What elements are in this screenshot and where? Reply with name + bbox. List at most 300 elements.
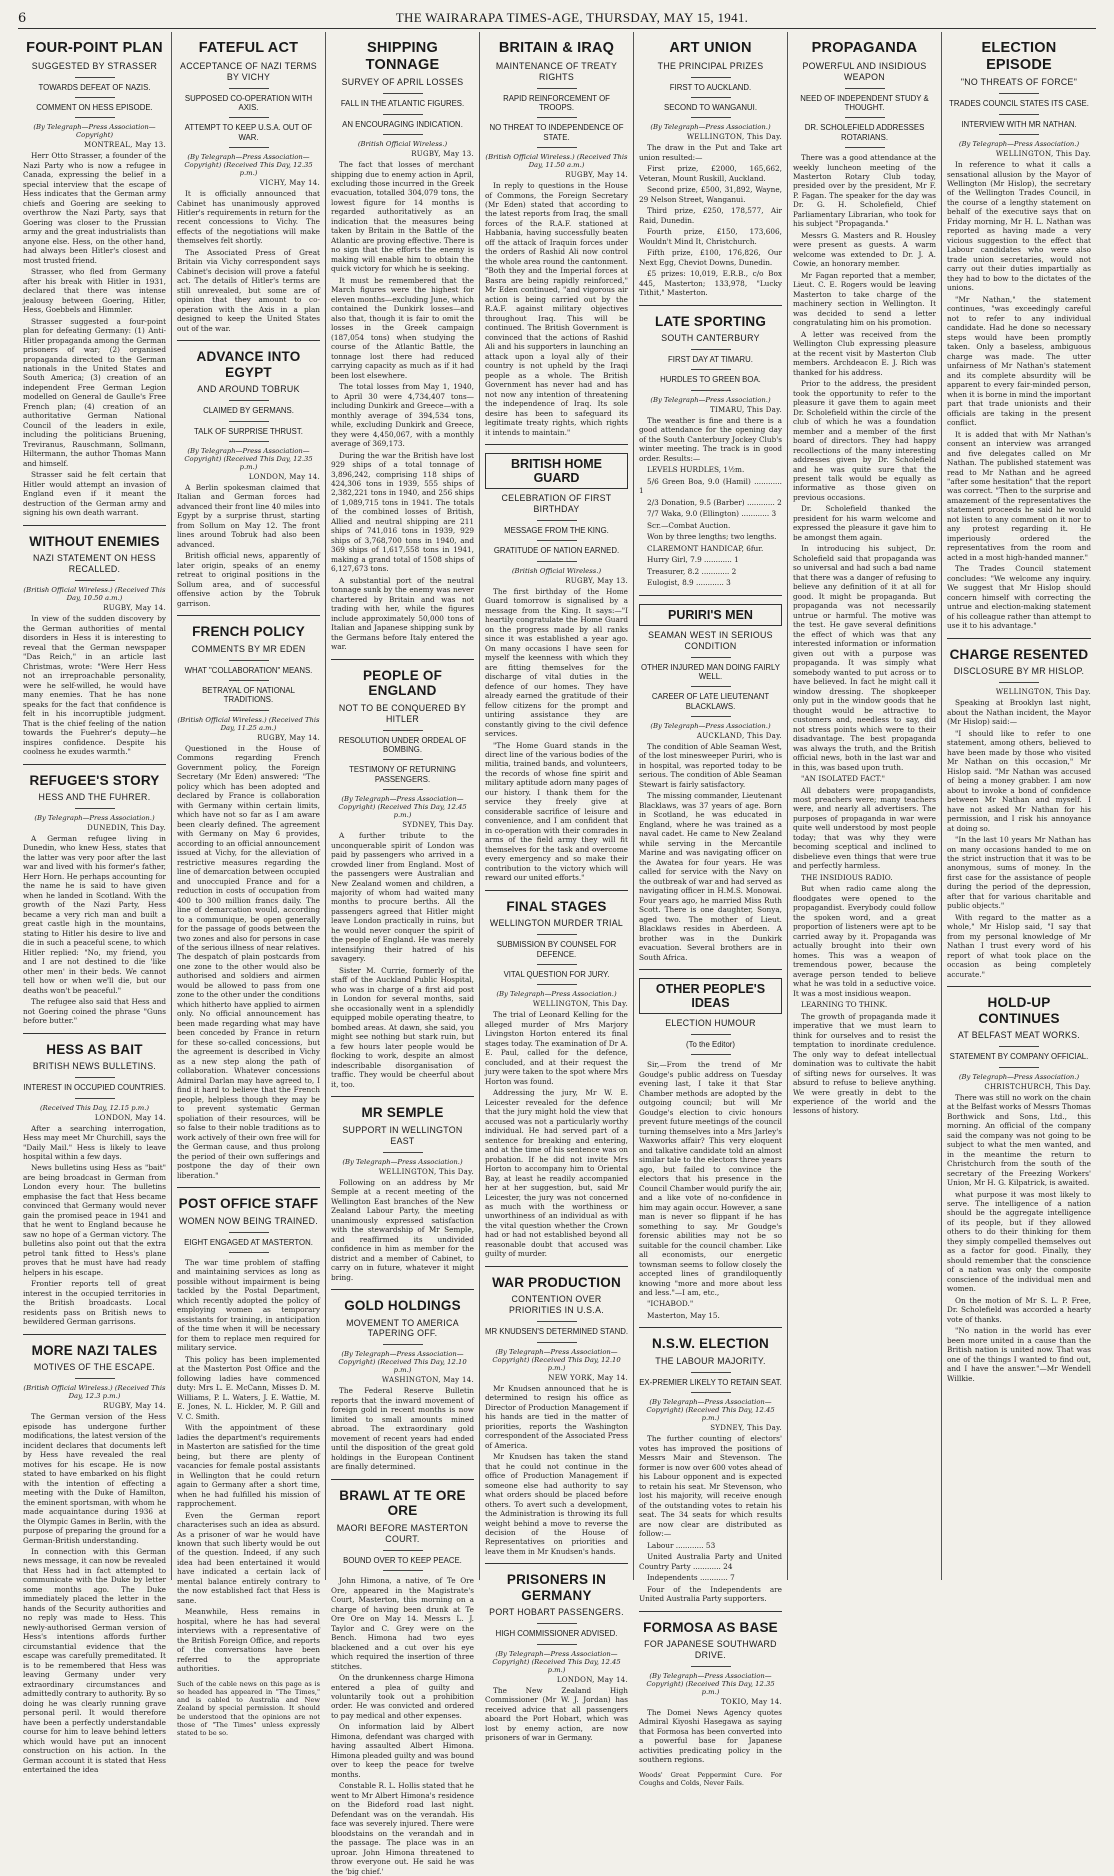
body-paragraph: "Mr Nathan," the statement continues, "was exceedingly careful not to refer to any individual candidate. Had he done so necessary steps would have been promptly taken. Only a baseless, ambiguous charge was made. The utter unfairness of Mr Nathan's statement and its complete absurdity will be apparent to every fair-minded person, when it is borne in mind the important part that trade unionists and their officials are taking in the present conflict. <box>947 294 1091 428</box>
body-paragraph: In connection with this German news message, it can now be revealed that Hess had in fact attempted to communicate with the Duke by letter some months ago. The Duke immediately placed the letter in the hands of the Security authorities and no reply was made to Hess. This newly-authorised German version of Hess's intentions affords further circumstantial evidence that the escape was carefully premeditated. It is to be remembered that Hess was leaving Germany under very extraordinary circumstances and admittedly contrary to authority. By so doing he was clearly running grave personal peril. It would therefore have been a perfectly understandable course for him to leave behind letters which would have put an innocent construction on his action. In the German account it is stated that Hess entertained the idea <box>23 1546 166 1775</box>
body-paragraph: LEARNING TO THINK. <box>801 1000 888 1010</box>
article <box>793 40 936 1116</box>
short-rule <box>537 561 577 562</box>
dateline: RUGBY, May 14. <box>565 171 628 180</box>
article <box>23 1334 166 1775</box>
dateline: SYDNEY, This Day. <box>402 821 474 830</box>
subheadline: TALK OF SURPRISE THRUST. <box>194 426 303 436</box>
body-paragraph: After a searching interrogation, Hess may meet Mr Churchill, says the "Daily Mail." Hess is likely to leave hospital within a few days. <box>23 1123 166 1161</box>
subheadline: TESTIMONY OF RETURNING PASSENGERS. <box>349 765 456 784</box>
dateline: AUCKLAND, This Day. <box>696 731 782 740</box>
short-rule <box>229 441 269 442</box>
body-paragraph: "AN ISOLATED FACT." <box>801 774 886 784</box>
body-paragraph: The Federal Reserve Bulletin reports that the inward movement of foreign gold in recent months is now limited to small amounts mined abroad. The extraordinary gold movement of recent years had ended until the disposition of the great gold holdings in the European Continent are finally determined. <box>331 1386 474 1472</box>
short-rule <box>691 390 731 391</box>
article <box>639 1327 782 1603</box>
subheadline: PORT HOBART PASSENGERS. <box>489 1607 624 1618</box>
credit-line: (By Telegraph—Press Association.) <box>958 1072 1080 1081</box>
body-paragraph: Hurry Girl, 7.9 ............ 1 <box>647 555 739 565</box>
body-paragraph: Fourth prize, £150, 173,606, Wouldn't Mind It, Christchurch. <box>639 227 782 246</box>
body-paragraph: British official news, apparently of later origin, speaks of an enemy retreat to original positions in the Sollum area, and of successful offensive action by the Tobruk garrison. <box>177 551 320 608</box>
body-paragraph: Dr. Scholefield thanked the president for his warm welcome and expressed the pleasure it gave him to be amongst them again. <box>793 504 936 542</box>
subheadline: DR. SCHOLEFIELD ADDRESSES ROTARIANS. <box>804 123 925 142</box>
article <box>485 1266 628 1557</box>
dateline: LONDON, May 14. <box>248 472 320 481</box>
article <box>23 40 166 518</box>
short-rule <box>537 1623 577 1624</box>
body-paragraph: Scr.—Combat Auction. <box>647 520 731 530</box>
body-paragraph: A German refugee living in Dunedin, who knew Hess, states that the latter was very poor after the last war and lived with his former's father, Herr Horn. He perhaps accounting for the name he is said to have given when he landed in Scotland. With the growth of the Nazi Party, Hess became a very rich man and built a great castle high in the mountains, stating to Hitler his desire to live and die in such a peaceful scene, to which Hitler replied: "No, my friend, you and I are not destined to die 'like other men' in their beds. We cannot tell how or when we'll die, but our deaths won't be peaceful." <box>23 834 166 995</box>
dateline: WELLINGTON, This Day. <box>995 688 1091 697</box>
dateline: RUGBY, May 13. <box>411 150 474 159</box>
article-divider <box>23 525 166 526</box>
dateline: WELLINGTON, This Day. <box>995 150 1091 159</box>
subheadline: OTHER INJURED MAN DOING FAIRLY WELL. <box>641 662 780 681</box>
headline: PEOPLE OF ENGLAND <box>362 667 443 699</box>
short-rule <box>999 134 1039 135</box>
subheadline: BOUND OVER TO KEEP PEACE. <box>343 1555 462 1565</box>
column-7 <box>942 32 1096 1580</box>
short-rule <box>383 134 423 135</box>
short-rule <box>537 540 577 541</box>
dateline: WASHINGTON, May 14. <box>381 1376 474 1385</box>
article <box>177 615 320 1180</box>
subheadline: AND AROUND TOBRUK <box>197 384 300 395</box>
short-rule <box>691 349 731 350</box>
article-divider <box>23 1033 166 1034</box>
subheadline: SOUTH CANTERBURY <box>661 333 760 344</box>
short-rule <box>845 88 885 89</box>
subheadline: FIRST TO AUCKLAND. <box>669 82 752 92</box>
article-divider <box>331 1096 474 1097</box>
body-paragraph: A substantial port of the neutral tonnage sunk by the enemy was never chartered by Britain and was not trading with her, while the figures include approximately 50,000 tons of Italian and Japanese shipping sunk by the Germans before Italy entered the war. <box>331 575 474 652</box>
subheadline: (To the Editor) <box>686 1040 735 1050</box>
subheadline: NOT TO BE CONQUERED BY HITLER <box>338 702 467 724</box>
body-paragraph: THE INSIDIOUS RADIO. <box>801 872 893 882</box>
subheadline: SUPPORT IN WELLINGTON EAST <box>342 1124 463 1146</box>
short-rule <box>75 1077 115 1078</box>
subheadline: "NO THREATS OF FORCE" <box>960 77 1078 88</box>
body-paragraph: On the motion of Mr S. L. P. Free, Dr. Scholefield was accorded a hearty vote of thanks. <box>947 1295 1091 1324</box>
body-paragraph: Strasser suggested a four-point plan for defeating Germany: (1) Anti-Hitler propaganda among the German prisoners of war; (2) organised propaganda directed to the German nationals in the United States and South America; (3) creation of an independent Free German Legion modelled on General de Gaulle's Free French plan; (4) creation of an authoritative German National Council of the leaders in exile, including the politicians Bruening, Treviranus, Rauschmann, Sollmann, Hiltermann, the author Thomas Mann and himself. <box>23 316 166 468</box>
body-paragraph: "In the last 10 years Mr Nathan has on many occasions handed to me on the strict instruction that it was to be anonymous, sums of money. In the first case for the assistance of people during the period of the depression, after that for various charitable and public objects." <box>947 835 1091 911</box>
short-rule <box>691 369 731 370</box>
body-paragraph: But when radio came along the floodgates were opened to the propagandist. Everybody could follow the spoken word, and a great proportion of listeners were apt to be carried away by it. Propaganda was actually brought into their own homes. This was a weapon of tremendous power, because the average person tended to believe what he was told in a seductive voice. It was a most insidious weapon. <box>793 884 936 998</box>
subheadline: TOWARDS DEFEAT OF NAZIS. <box>38 82 151 92</box>
headline: FINAL STAGES <box>506 898 607 914</box>
headline: MR SEMPLE <box>361 1105 444 1121</box>
article <box>639 595 782 962</box>
body-paragraph: CLAREMONT HANDICAP, 6fur. <box>647 543 764 553</box>
body-paragraph: Strasser said he felt certain that Hitler would attempt an invasion of England even if it meant the destruction of the German army and signing his own death warrant. <box>23 470 166 518</box>
body-paragraph: With regard to the matter as a whole," Mr Hislop said, "I say that from my personal knowledge of Mr Nathan I trust every word of his report of what took place on the occasion as being completely accurate." <box>947 912 1091 979</box>
subheadline: DISCLOSURE BY MR HISLOP. <box>953 666 1085 677</box>
credit-line: (By Telegraph—Press Association.) <box>650 721 771 730</box>
subheadline: WELLINGTON MURDER TRIAL <box>489 918 624 929</box>
credit-line: (Received This Day, 12.15 p.m.) <box>39 1103 150 1112</box>
short-rule <box>999 93 1039 94</box>
headline: ELECTION EPISODE <box>981 40 1057 73</box>
page-number: 6 <box>18 10 27 26</box>
credit-line: (By Telegraph—Press Association—Copyright) (Received This Day, 12.35 p.m.) <box>184 446 313 471</box>
article <box>331 40 474 652</box>
credit-line: (By Telegraph—Press Association.) <box>650 123 771 132</box>
body-paragraph: Treasurer, 8.2 ............ 2 <box>647 566 737 576</box>
short-rule <box>691 657 731 658</box>
subheadline: ACCEPTANCE OF NAZI TERMS BY VICHY <box>180 60 317 82</box>
body-paragraph: Meanwhile, Hess remains in hospital, where he has had several interviews with a representative of the British Foreign Office, and reports of the conversations have been referred to the appropriate authorities. <box>177 1607 320 1674</box>
body-paragraph: The fact that losses of merchant shipping due to enemy action in April, excluding those incurred in the Greek evacuation, totalled 304,079 tons, the lowest figure for 14 months is regarded authoritatively as an indication that the measures being taken by Britain in the Battle of the Atlantic are proving effective. There is no sign that the efforts the enemy is making will enable him to obtain the quick victory for which he is seeking. <box>331 160 474 274</box>
dateline: TIMARU, This Day. <box>709 405 782 414</box>
subheadline: WHAT "COLLABORATION" MEANS. <box>184 665 313 675</box>
body-paragraph: "ICHABOD." <box>647 1299 694 1309</box>
credit-line: (By Telegraph—Press Association.) <box>342 1157 463 1166</box>
subheadline: ATTEMPT TO KEEP U.S.A. OUT OF WAR. <box>184 123 313 142</box>
body-paragraph: Following on an address by Mr Semple at a recent meeting of the Wellington East branches of the New Zealand Labour Party, the meeting unanimously expressed satisfaction with the stewardship of Mr Semple, and reaffirmed its undivided confidence in him as member for the district and a member of Cabinet, to carry on in future, whatever it might bring. <box>331 1177 474 1282</box>
body-paragraph: Sir,—From the trend of Mr Goudge's public address on Tuesday evening last, I take it that Star Chamber methods are adopted by the outgoing council; but will Mr Goudge's election to civic honours prevent future meetings of the council turning themselves into a Mrs Jarley's Waxworks affair? This very eloquent and talkative candidate told an almost similar tale to the electors three years ago, but failed to convince the electors that his presence in the Council Chamber would purify the air, and a like vote of no-confidence in him may again occur. However, a sane man is never so flippant if he has something to say. Mr Goudge's forensic abilities may not be so suitable for the council chamber. Like all economists, our energetic townsman seems to follow closely the accepted lines of grandiloquently knowing "more and more about less and less."—I am, etc., <box>639 1060 782 1297</box>
body-paragraph: The first birthday of the Home Guard tomorrow is signalised by a message from the King. It says:—"I heartily congratulate the Home Guard on the progress made by all ranks since it was established a year ago. On many occasions I have seen for myself the keenness with which they are fitting themselves for the discharge of vital duties in the defence of our homes. They have already earned the gratitude of their fellow citizens for the prompt and untiring assistance they are constantly giving to the civil defence services. <box>485 586 628 739</box>
subheadline: MAINTENANCE OF TREATY RIGHTS <box>495 60 618 82</box>
short-rule <box>691 1054 731 1055</box>
body-paragraph: The Domei News Agency quotes Admiral Kiyoshi Hasegawa as saying that Formosa has been converted into a powerful base for Japanese activities predicating policy in the southern regions. <box>639 1708 782 1765</box>
body-paragraph: In introducing his subject, Dr. Scholefield said that propaganda was so universal and had such a bad name that there was a danger of refusing to believe any definition of it at all for good. It might be propaganda. But propaganda was not necessarily untrue or harmful. The motive was the test. He gave several definitions the effect of which was that any interested information or information given out with a purpose was propaganda. It was simply what somebody wanted to put across or to have believed. In fact he might call it window dressing. The shopkeeper only put in the window goods that he thought would be attractive to customers and, needless to say, did not stress points which were to their disadvantage. The best propaganda was always the truth, and the British official news, both in the last war and in this, was based upon truth. <box>793 544 936 772</box>
subheadline: HIGH COMMISSIONER ADVISED. <box>495 1629 618 1639</box>
body-paragraph: Prior to the address, the president took the opportunity to refer to the pleasure it gave them to again meet Dr. Scholefield within the circle of the club of which he was a foundation member and a member of the first board of directors. They had happy recollections of the many interesting addresses given by Dr. Scholefield and he was quite sure that the present talk would be equally as informative as those given on previous occasions. <box>793 379 936 502</box>
article-divider <box>639 595 782 596</box>
body-paragraph: There was a good attendance at the weekly luncheon meeting of the Masterton Rotary Club today, presided over by the president, Mr F. P. Fagan. The speaker for the day was Dr. G. H. Scholefield, Chief Parliamentary Librarian, who took for his subject "Propaganda." <box>793 153 936 229</box>
body-paragraph: All debaters were propagandists, most preachers were; many teachers were, and nearly all advertisers. The purposes of propaganda in war were quite well understood by most people today; that was why they were becoming sceptical and inclined to disbelieve even things that were true and perfectly harmless. <box>793 785 936 871</box>
dateline: WELLINGTON, This Day. <box>532 1000 628 1009</box>
article <box>177 40 320 333</box>
body-paragraph: United Australia Party and United Country Party ............ 24 <box>639 1552 782 1571</box>
short-rule <box>383 1344 423 1345</box>
dateline: RUGBY, May 13. <box>565 576 628 585</box>
subheadline: SUPPOSED CO-OPERATION WITH AXIS. <box>184 93 313 112</box>
short-rule <box>845 117 885 118</box>
short-rule <box>537 984 577 985</box>
dateline: DUNEDIN, This Day. <box>87 824 166 832</box>
subheadline: INTEREST IN OCCUPIED COUNTRIES. <box>23 1083 166 1093</box>
article <box>177 1187 320 1674</box>
subheadline: CONTENTION OVER PRIORITIES IN U.S.A. <box>509 1294 604 1316</box>
credit-line: (By Telegraph—Press Association.) <box>650 395 771 404</box>
article-divider <box>177 615 320 616</box>
short-rule <box>75 580 115 581</box>
article-divider <box>177 1187 320 1188</box>
short-rule <box>383 1550 423 1551</box>
short-rule <box>537 1342 577 1343</box>
short-rule <box>691 97 731 98</box>
article <box>177 340 320 608</box>
dateline: RUGBY, May 14. <box>257 733 320 742</box>
dateline: VICHY, May 14. <box>259 179 320 188</box>
body-paragraph: The New Zealand High Commissioner (Mr W. J. Jordan) has received advice that all passengers aboard the Port Hobart, which was lost by enemy action, are now prisoners of war in Germany. <box>485 1685 628 1743</box>
article <box>485 890 628 1259</box>
short-rule <box>75 1378 115 1379</box>
short-rule <box>537 1321 577 1322</box>
column-footer-note: Such of the cable news on this page as is so headed has appeared in "The Times," and is cabled to Australia and New Zealand by special permission. It should be understood that the opinions are not those of "The Times" unless expressly stated to be so. <box>177 1679 320 1738</box>
credit-line: (By Telegraph—Press Association—Copyright) (Received This Day, 12.45 p.m.) <box>646 1398 775 1423</box>
article <box>23 525 166 757</box>
article-divider <box>485 444 628 445</box>
dateline: TOKIO, May 14. <box>720 1698 782 1706</box>
short-rule <box>537 520 577 521</box>
subheadline: RESOLUTION UNDER ORDEAL OF BOMBING. <box>338 735 467 755</box>
subheadline: INTERVIEW WITH MR NATHAN. <box>961 119 1077 129</box>
body-paragraph: On the drunkenness charge Himona entered a plea of guilty and voluntarily took out a prohibition order. He was convicted and ordered to pay medical and other expenses. <box>331 1673 474 1720</box>
short-rule <box>383 93 423 94</box>
body-paragraph: The refugee also said that Hess and not Goering coined the phrase "Guns before butter." <box>23 997 166 1026</box>
article-divider <box>485 1563 628 1564</box>
column-5 <box>634 32 788 1788</box>
short-rule <box>691 1372 731 1373</box>
credit-line: (By Telegraph—Press Association.) <box>496 990 617 999</box>
dateline: NEW YORK, May 14. <box>548 1373 628 1382</box>
article <box>639 40 782 298</box>
body-paragraph: In reply to questions in the House of Commons, the Foreign Secretary (Mr Eden) stated that according to the latest reports from Iraq, the small forces of the R.A.F. stationed at Habbania, having successfully beaten off the attack of Iraquin forces under the orders of Rashid Ali now control the whole area round the cantonment. "Both they and the Imperial forces at Basra are being rapidly reinforced," Mr Eden continued, "and vigorous air action is being carried out by the R.A.F. against military objectives throughout Iraq. This will be continued. The British Government is convinced that the actions of Rashid Ali and his supporters in launching an attack upon a loyal ally of their country is not upheld by the Iraqi people as a whole. The British Government has never had and has not now any intention of threatening the independence of Iraq. Its sole desire has been to safeguard its legitimate treaty rights, which rights it intends to maintain." <box>485 181 628 437</box>
body-paragraph: £5 prizes: 10,019, E.R.B., c/o Box 445, Masterton; 133,978, "Lucky Tithit," Masterton. <box>639 269 782 298</box>
short-rule <box>537 934 577 935</box>
body-paragraph: 7/7 Waka, 9.0 (Ellington) ............ 3 <box>647 509 777 519</box>
column-2 <box>172 32 326 1738</box>
body-paragraph: The trial of Leonard Kelling for the alleged murder of Mrs Marjory Livingston Horton entered its final stages today. The examination of Dr A. E. Paul, called for the defence, concluded, and at their request the jury were taken to the spot where Mrs Horton was found. <box>485 1010 628 1086</box>
short-rule <box>383 1152 423 1153</box>
article <box>485 1563 628 1742</box>
subheadline: SUBMISSION BY COUNSEL FOR DEFENCE. <box>496 940 617 959</box>
subheadline: NEED OF INDEPENDENT STUDY & THOUGHT. <box>800 93 929 112</box>
dateline: RUGBY, May 14. <box>103 1402 166 1411</box>
credit-line: (British Official Wireless.) (Received This Day, 11.50 a.m.) <box>485 153 628 170</box>
body-paragraph: The condition of Able Seaman West, of the lost minesweeper Puriri, who is in hospital, was reported today to be serious. The condition of Able Seaman Stewart is fairly satisfactory. <box>639 741 782 789</box>
subheadline: COMMENTS BY MR EDEN <box>191 643 306 654</box>
headline: MORE NAZI TALES <box>31 1342 158 1358</box>
column-footer-note: Woods' Great Peppermint Cure. For Coughs and Colds, Never Fails. <box>639 1770 782 1788</box>
article <box>331 659 474 1089</box>
subheadline: NAZI STATEMENT ON HESS RECALLED. <box>33 553 156 575</box>
body-paragraph: A Berlin spokesman claimed that Italian and German forces had advanced their front line 40 miles into Egypt by a surprise thrust, starting from Sollum on May 12. The front lines around Tobruk had also been advanced. <box>177 482 320 549</box>
subheadline: GRATITUDE OF NATION EARNED. <box>493 546 620 556</box>
short-rule <box>383 730 423 731</box>
subheadline: TRADES COUNCIL STATES ITS CASE. <box>949 99 1089 109</box>
article <box>947 638 1091 980</box>
body-paragraph: "No nation in the world has ever been more united in a cause than the British nation is united now. That was one of the things I wanted to find out, and I have the answer."—Mr Wendell Willkie. <box>947 1326 1091 1383</box>
headline: FOUR-POINT PLAN <box>26 40 163 56</box>
body-paragraph: With the appointment of these ladies the department's requirements in Masterton are satisfied for the time being, but there are plenty of vacancies for female postal assistants in Wellington that he could return again to Germany after a short time, when he had fulfilled his mission of rapprochement. <box>177 1423 320 1509</box>
short-rule <box>999 1067 1039 1068</box>
subheadline: FALL IN THE ATLANTIC FIGURES. <box>340 99 465 109</box>
subheadline: SECOND TO WANGANUI. <box>664 103 757 112</box>
article-divider <box>639 1611 782 1612</box>
credit-line: (British Official Wireless.) <box>511 566 602 575</box>
article-divider <box>639 305 782 306</box>
subheadline: CAREER OF LATE LIEUTENANT BLACKLAWS. <box>651 692 770 711</box>
body-paragraph: First prize, £2000, 165,662, Veteran, Mount Ruskill, Auckland. <box>639 164 782 183</box>
body-paragraph: On information laid by Albert Himona, defendant was charged with having assaulted Albert Himona. Himona pleaded guilty and was bound over to keep the peace for twelve months. <box>331 1722 474 1779</box>
body-paragraph: Even the German report characterises such an idea as absurd. As a prisoner of war he would have known that such liberty would be out of the question. Indeed, if any such idea had been entertained it would have indicated a certain lack of mental balance entirely contrary to the now established fact that Hess is sane. <box>177 1510 320 1605</box>
subheadline: EIGHT ENGAGED AT MASTERTON. <box>184 1237 313 1247</box>
headline: SHIPPING TONNAGE <box>365 40 440 73</box>
article <box>331 1289 474 1472</box>
credit-line: (By Telegraph—Press Association—Copyright) (Received This Day, 12.45 p.m.) <box>492 1649 621 1674</box>
article-divider <box>331 1479 474 1480</box>
headline: PROPAGANDA <box>811 40 918 56</box>
subheadline: HURDLES TO GREEN BOA. <box>660 375 761 385</box>
headline: HOLD-UP CONTINUES <box>978 995 1060 1026</box>
article <box>639 1611 782 1765</box>
subheadline: MESSAGE FROM THE KING. <box>504 526 609 536</box>
masthead <box>18 8 1096 29</box>
headline: POST OFFICE STAFF <box>178 1196 319 1212</box>
subheadline: BRITISH NEWS BULLETINS. <box>32 1061 157 1072</box>
body-paragraph: what purpose it was most likely to serve. The intelligence of a nation should be the aggregate intelligence of its people, but if they allowed others to do their thinking for them they simply compelled themselves out as a factor for good. Finally, they should remember that the conscience of a nation was only the composite conscience of the individual men and women. <box>947 1189 1091 1294</box>
headline: ART UNION <box>669 40 752 56</box>
article <box>485 444 628 883</box>
subheadline: EX-PREMIER LIKELY TO RETAIN SEAT. <box>639 1377 782 1387</box>
credit-line: (By Telegraph—Press Association—Copyright) (Received This Day, 12.10 p.m.) <box>492 1347 621 1372</box>
short-rule <box>75 117 115 118</box>
body-paragraph: Constable R. L. Hollis stated that he went to Mr Albert Himona's residence on the Bideford road last night. Defendant was on the verandah. His face was severely injured. There were bloodstains on the verandah and in the passage. The place was in an uproar. John Himona threatened to throw everyone out. He said he was the 'big chief.' <box>331 1781 474 1876</box>
headline: LATE SPORTING <box>654 313 767 329</box>
article <box>331 1479 474 1876</box>
article-divider <box>639 1327 782 1328</box>
short-rule <box>383 1570 423 1571</box>
body-paragraph: 5/6 Green Boa, 9.0 (Hamil) ............ 1 <box>639 476 782 496</box>
headline: WITHOUT ENEMIES <box>29 533 160 549</box>
subheadline: NO THREAT TO INDEPENDENCE OF STATE. <box>489 123 624 142</box>
article-divider <box>331 659 474 660</box>
short-rule <box>229 88 269 89</box>
short-rule <box>383 114 423 115</box>
headline: PURIRI'S MEN <box>639 604 782 626</box>
body-paragraph: Independents ............ 7 <box>647 1573 735 1583</box>
short-rule <box>999 114 1039 115</box>
body-paragraph: Labour ............ 53 <box>647 1540 716 1550</box>
subheadline: COMMENT ON HESS EPISODE. <box>36 103 153 112</box>
dateline: WELLINGTON, This Day. <box>378 1167 474 1176</box>
body-paragraph: Mr Knudsen announced that he is determined to resign his office as Director of Production Management if his hands are tied in the matter of priorities, reports the Washington correspondent of the Associated Press of America. <box>485 1383 628 1450</box>
short-rule <box>229 147 269 148</box>
subheadline: WOMEN NOW BEING TRAINED. <box>179 1215 318 1226</box>
article-divider <box>947 986 1091 987</box>
headline: BRITAIN & IRAQ <box>498 40 615 56</box>
body-paragraph: In reference to what it calls a sensational allusion by the Mayor of Wellington (Mr Hislop), the secretary of the Wellington Trades Council, in the course of a lengthy statement on behalf of the executive says that on Friday morning, Mr H. L. Nathan was reported as having made a very vicious suggestion to the effect that Labour candidates who were also trade union secretaries, would not carry out their duties impartially as they had to bow to the dictates of the unions. <box>947 160 1091 293</box>
subheadline: MOTIVES OF THE ESCAPE. <box>33 1362 156 1373</box>
body-paragraph: The war time problem of staffing and maintaining services as long as possible without impairment is being tackled by the Postal Department, which recently adopted the policy of employing women as temporary assistants for training, in anticipation of the time when it will be necessary for them to replace men required for military service. <box>177 1257 320 1353</box>
body-paragraph: Frontier reports tell of great interest in the occupied territories in the British broadcasts. Local residents pass on British news to bewildered German garrisons. <box>23 1279 166 1327</box>
body-paragraph: "I should like to refer to one statement, among others, believed to have been made by those who visited Mr Nathan on this occasion," Mr Hislop said. "Mr Nathan was accused of being a money grabber. I am now about to invoke a bond of confidence between Mr Nathan and myself. I have not asked Mr Nathan for his permission, and I risk his annoyance at doing so. <box>947 728 1091 833</box>
headline: OTHER PEOPLE'S IDEAS <box>639 978 782 1014</box>
short-rule <box>75 1098 115 1099</box>
short-rule <box>691 1034 731 1035</box>
body-paragraph: There was still no work on the chain at the Belfast works of Messrs Thomas Borthwick and Sons, Ltd., this morning. An official of the company said the company was not going to be subject to what the men wanted, and in the meantime the return to Christchurch from the south of the secretary of the Freezing Workers' Union, Mr H. G. Kilpatrick, is awaited. <box>947 1092 1091 1188</box>
subheadline: THE LABOUR MAJORITY. <box>655 1355 766 1366</box>
short-rule <box>691 117 731 118</box>
short-rule <box>229 400 269 401</box>
short-rule <box>537 88 577 89</box>
article-divider <box>947 638 1091 639</box>
body-paragraph: Third prize, £250, 178,577, Air Raid, Dunedin. <box>639 206 782 225</box>
credit-line: (By Telegraph—Press Association—Copyright) (Received This Day, 12.10 p.m.) <box>338 1350 467 1375</box>
article <box>639 969 782 1320</box>
credit-line: (British Official Wireless.) <box>357 140 448 149</box>
short-rule <box>691 1666 731 1667</box>
article <box>947 40 1091 631</box>
short-rule <box>75 808 115 809</box>
headline: FORMOSA AS BASE <box>643 1619 778 1635</box>
body-paragraph: During the war the British have lost 929 ships of a total tonnage of 3,896,242, comprising 118 ships of 424,306 tons in 1939, 555 ships of 2,382,221 tons in 1940, and 256 ships of 1,089,715 tons in 1941. The totals of the combined losses of British, Allied and neutral shipping are 211 ships of 741,016 tons in 1939, 929 ships of 3,768,700 tons in 1940, and 369 ships of 1,617,558 tons in 1941, making a grand total of 1508 ships of 6,127,673 tons. <box>331 450 474 574</box>
headline: ADVANCE INTO EGYPT <box>196 349 301 380</box>
body-paragraph: The weather is fine and there is a good attendance for the opening day of the South Canterbury Jockey Club's winter meeting. The track is in good order. Results:— <box>639 415 782 463</box>
body-paragraph: Herr Otto Strasser, a founder of the Nazi Party who is now a refugee in Canada, expressing the belief in a special interview that the escape of Hess indicates that the German army chiefs and Goering are seeking to overthrow the Nazi Party, says that Goering was closer to the Prussian army and the great industrialists than anyone else. Hess, on the other hand, had always been Hitler's closest and most trusted friend. <box>23 151 166 265</box>
dateline: CHRISTCHURCH, This Day. <box>984 1082 1091 1091</box>
body-paragraph: In view of the sudden discovery by the German authorities of mental disorders in Hess it is interesting to reveal that the German newspaper "Das Reich," in an article last Christmas, wrote: "Were Herr Hess not an irreproachable personality, were he self-willed, he would have many enemies. That he has none speaks for the fact that confidence is felt in his incorruptible judgment. That is the chief feeling of the nation towards the Fuehrer's deputy—he inspires confidence. Despite his coolness he exudes warmth." <box>23 614 166 757</box>
credit-line: (British Official Wireless.) (Received This Day, 12.3 p.m.) <box>23 1384 166 1401</box>
article <box>947 986 1091 1383</box>
headline: BRAWL AT TE ORE ORE <box>339 1487 466 1519</box>
body-paragraph: The Trades Council statement concludes: "We welcome any inquiry. We suggest that Mr Hislop should concern himself with correcting the untrue and election-making statement of his colleague rather than attempt to use it to his advantage." <box>947 564 1091 631</box>
body-paragraph: Masterton, May 15. <box>647 1310 720 1320</box>
credit-line: (British Official Wireless.) (Received This Day, 10.50 a.m.) <box>23 586 166 603</box>
short-rule <box>383 789 423 790</box>
short-rule <box>229 117 269 118</box>
body-paragraph: This policy has been implemented at the Masterton Post Office and the following ladies have commenced duty: Mrs L. E. McCann, Misses D. M. Williams, P. L. Waters, J. E. Wattie, M. E. Jones, N. L. Hickler, M. P. Gill and V. C. Smith. <box>177 1354 320 1421</box>
body-paragraph: The missing commander, Lieutenant Blacklaws, was 37 years of age. Born in Scotland, he was educated in England, where he was trained as a naval cadet. He came to New Zealand while serving in the Mercantile Marine and was navigating officer on the Awatea for four years. He was called for service with the Navy on the outbreak of war and had served as navigating officer in H.M.S. Monowai. Four years ago, he married Miss Ruth Scott. There is one daughter, Sonya, aged two. The mother of Lieut. Blacklaws resides in Aberdeen. A brother was in the Dunkirk evacuation. Several brothers are in South Africa. <box>639 791 782 962</box>
short-rule <box>537 117 577 118</box>
column-1 <box>18 32 172 1775</box>
article-divider <box>23 764 166 765</box>
column-6 <box>788 32 942 1580</box>
body-paragraph: It is added that with Mr Nathan's consent an interview was arranged and five delegates called on Mr Nathan. The published statement was read to Mr Nathan and he agreed "after some hesitation" that the report was correct. "Then to the surprise and amazement of the representatives the statement proceeds he said he would not listen to any comment on it nor to any protest regarding it. He imperiously ordered the representatives from the room and acted in a most high-handed manner." <box>947 429 1091 562</box>
subheadline: AN ENCOURAGING INDICATION. <box>342 119 463 129</box>
dateline: MONTREAL, May 13. <box>84 141 166 150</box>
subheadline: HESS AND THE FUHRER. <box>38 792 151 803</box>
article <box>639 305 782 588</box>
newspaper-title: THE WAIRARAPA TIMES-AGE, THURSDAY, MAY 15, 1941. <box>395 10 749 25</box>
article <box>331 1096 474 1282</box>
subheadline: CLAIMED BY GERMANS. <box>203 406 294 416</box>
subheadline: THE PRINCIPAL PRIZES <box>657 60 764 71</box>
headline: FRENCH POLICY <box>192 624 305 640</box>
body-paragraph: Addressing the jury, Mr W. E. Leicester revealed for the defence that the jury might hold the view that accused was not a particularly worthy individual. He had served part of a sentence for breaking and entering, and at the time of his sentence was on probation. If he did not invite Mrs Horton to accompany him to Oriental Bay, at least he readily accompanied her at her suggestion, but, said Mr Leicester, the jury was not concerned as much with the worthiness or unworthiness of an individual as with the vital question whether the Crown had or had not established beyond all reasonable doubt that accused was guilty of murder. <box>485 1088 628 1259</box>
body-paragraph: It must be remembered that the March figures were the highest for eleven months—excluding June, which contained the Dunkirk losses—and also that, though it is fair to omit the losses in the Greek campaign (187,054 tons) when studying the course of the Atlantic Battle, the tonnage lost there had reduced carrying capacity as much as if it had been lost elsewhere. <box>331 275 474 380</box>
body-paragraph: The total losses from May 1, 1940, to April 30 were 4,734,407 tons—including Dunkirk and Greece—with a monthly average of 394,534 tons, while, excluding Dunkirk and Greece, they were 4,450,067, with a monthly average of 369,173. <box>331 382 474 449</box>
article-divider <box>485 890 628 891</box>
short-rule <box>537 964 577 965</box>
body-paragraph: The German version of the Hess episode has undergone further modifications, the latest version of the incident declares that documents left by Hess have revealed the real motives for his escape. He is now stated to have embarked on his flight with the intention of effecting a meeting with the Duke of Hamilton, the eminent sportsman, with whom he made acquaintance during 1936 at the Olympic Games in Berlin, with the purpose of preparing the ground for a German-British understanding. <box>23 1412 166 1545</box>
credit-line: (By Telegraph—Press Association—Copyright) (Received This Day, 12.45 p.m.) <box>338 795 467 820</box>
body-paragraph: Strasser, who fled from Germany after his break with Hitler in 1931, declared that there was intense jealousy between Goering, Hitler, Hess, Goebbels and Himmler. <box>23 267 166 315</box>
subheadline: BETRAYAL OF NATIONAL TRADITIONS. <box>202 686 295 705</box>
dateline: WELLINGTON, This Day. <box>686 133 782 142</box>
dateline: LONDON, May 14. <box>556 1675 628 1684</box>
body-paragraph: 2/3 Donation, 9.5 (Barber) ............ 2 <box>647 497 782 507</box>
body-paragraph: Eulogist, 8.9 ............ 3 <box>647 578 731 588</box>
body-paragraph: LEVELS HURDLES, 1½m. <box>647 465 745 475</box>
short-rule <box>75 97 115 98</box>
newspaper-columns <box>18 32 1096 1876</box>
short-rule <box>537 147 577 148</box>
dateline: RUGBY, May 14. <box>103 604 166 613</box>
article-divider <box>331 1289 474 1290</box>
body-paragraph: A letter was received from the Wellington Club expressing pleasure at the recent visit by Masterton Club members. Archdeacon E. J. Rich was thanked for his address. <box>793 329 936 377</box>
body-paragraph: Fifth prize, £100, 176,826, Our Next Egg, Cheviot Downs, Dunedin. <box>639 248 782 267</box>
article-divider <box>23 1334 166 1335</box>
short-rule <box>75 77 115 78</box>
subheadline: ELECTION HUMOUR <box>665 1018 756 1029</box>
short-rule <box>229 421 269 422</box>
subheadline: SUGGESTED BY STRASSER <box>31 60 158 71</box>
credit-line: (By Telegraph—Press Association.) <box>958 140 1080 149</box>
